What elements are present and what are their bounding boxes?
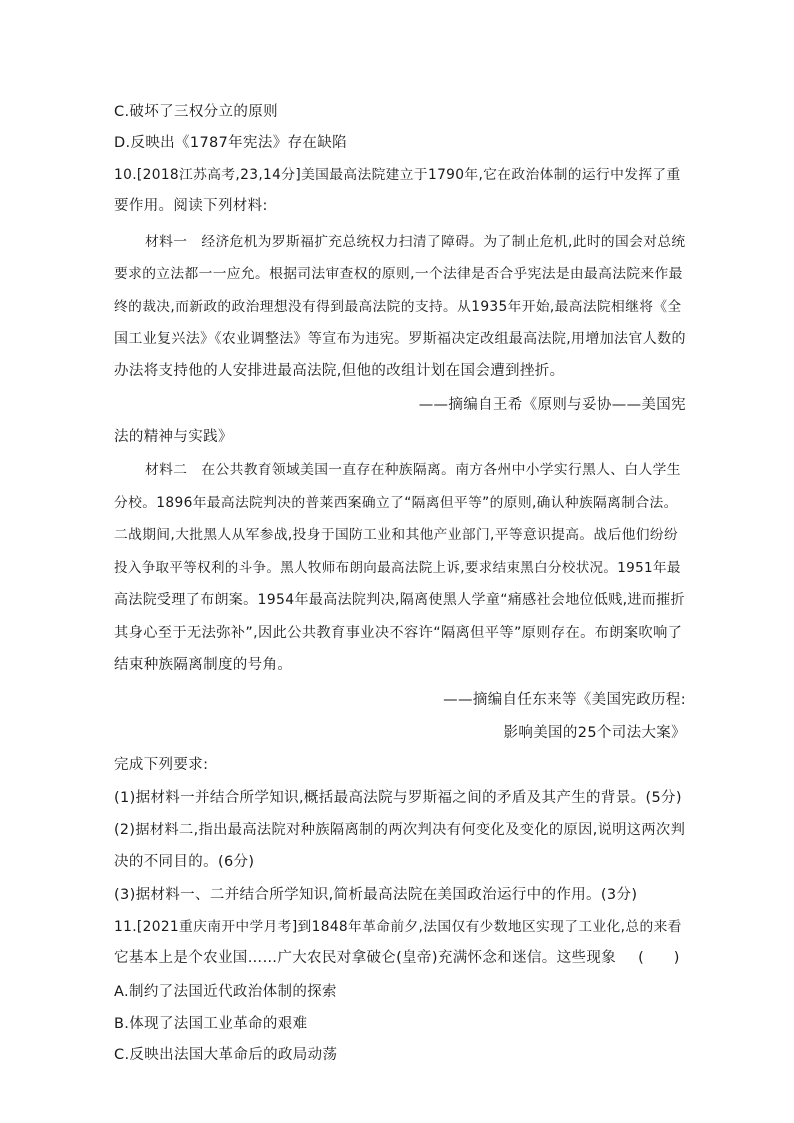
- material-1-line: 办法将支持他的人安排进最高法院,但他的改组计划在国会遭到挫折。: [114, 363, 565, 379]
- material-1-line: 要求的立法都一一应允。根据司法审查权的原则,一个法律是否合乎宪法是由最高法院来作最: [114, 266, 683, 282]
- material-2-line: 二战期间,大批黑人从军参战,投身于国防工业和其他产业部门,平等意识提高。战后他们纷纷: [114, 527, 679, 543]
- option-c-q11: C.反映出法国大革命后的政局动荡: [114, 1047, 338, 1063]
- material-2-source: ——摘编自任东来等《美国宪政历程:: [443, 692, 686, 708]
- material-1-line: 终的裁决,而新政的政治理想没有得到最高法院的支持。从1935年开始,最高法院相继将《全: [114, 299, 682, 315]
- material-2-line: 投入争取平等权利的斗争。黑人牧师布朗向最高法院上诉,要求结束黑白分校状况。1951年最: [114, 560, 681, 576]
- option-b-q11: B.体现了法国工业革命的艰难: [114, 1016, 308, 1032]
- option-c-q9: C.破坏了三权分立的原则: [114, 104, 278, 120]
- question-10-stem-cont: 要作用。阅读下列材料:: [114, 198, 268, 214]
- material-2-line: 结束种族隔离制度的号角。: [114, 657, 293, 673]
- material-2-line: 材料二 在公共教育领域美国一直存在种族隔离。南方各州中小学实行黑人、白人学生: [145, 462, 681, 478]
- material-1-source-cont: 法的精神与实践》: [114, 429, 233, 445]
- answer-blank: ( ): [638, 950, 680, 966]
- option-d-q9: D.反映出《1787年宪法》存在缺陷: [114, 135, 347, 151]
- sub-question-3: (3)据材料一、二并结合所学知识,简析最高法院在美国政治运行中的作用。(3分): [114, 887, 638, 903]
- material-2-line: 分校。1896年最高法院判决的普莱西案确立了“隔离但平等”的原则,确认种族隔离制合法。: [114, 495, 678, 511]
- material-2-line: 其身心至于无法弥补”,因此公共教育事业决不容许“隔离但平等”原则存在。布朗案吹响了: [114, 625, 683, 641]
- sub-question-2: (2)据材料二,指出最高法院对种族隔离制的两次判决有何变化及变化的原因,说明这两次判: [114, 822, 686, 838]
- material-2-line: 高法院受理了布朗案。1954年最高法院判决,隔离使黑人学童“痛感社会地位低贱,进而摧折: [114, 592, 685, 608]
- sub-question-2-cont: 决的不同目的。(6分): [114, 854, 255, 870]
- question-10-stem: 10.[2018江苏高考,23,14分]美国最高法院建立于1790年,它在政治体制的运行中发挥了重: [114, 167, 681, 183]
- question-11-stem-cont: [114, 947, 680, 969]
- question-11-stem: 11.[2021重庆南开中学月考]到1848年革命前夕,法国仅有少数地区实现了工业化,总的来看: [114, 919, 682, 935]
- sub-question-1: (1)据材料一并结合所学知识,概括最高法院与罗斯福之间的矛盾及其产生的背景。(5分): [114, 790, 682, 806]
- material-1-source: ——摘编自王希《原则与妥协——美国宪: [418, 397, 686, 413]
- material-1-line: 材料一 经济危机为罗斯福扩充总统权力扫清了障碍。为了制止危机,此时的国会对总统: [145, 234, 686, 250]
- option-a-q11: A.制约了法国近代政治体制的探索: [114, 984, 337, 1000]
- material-2-source-cont: 影响美国的25个司法大案》: [503, 725, 686, 741]
- question-11-stem-text: 它基本上是个农业国……广大农民对拿破仑(皇帝)充满怀念和迷信。这些现象: [114, 950, 617, 966]
- requirements-heading: 完成下列要求:: [114, 757, 209, 773]
- material-1-line: 国工业复兴法》《农业调整法》等宣布为违宪。罗斯福决定改组最高法院,用增加法官人数的: [114, 331, 686, 347]
